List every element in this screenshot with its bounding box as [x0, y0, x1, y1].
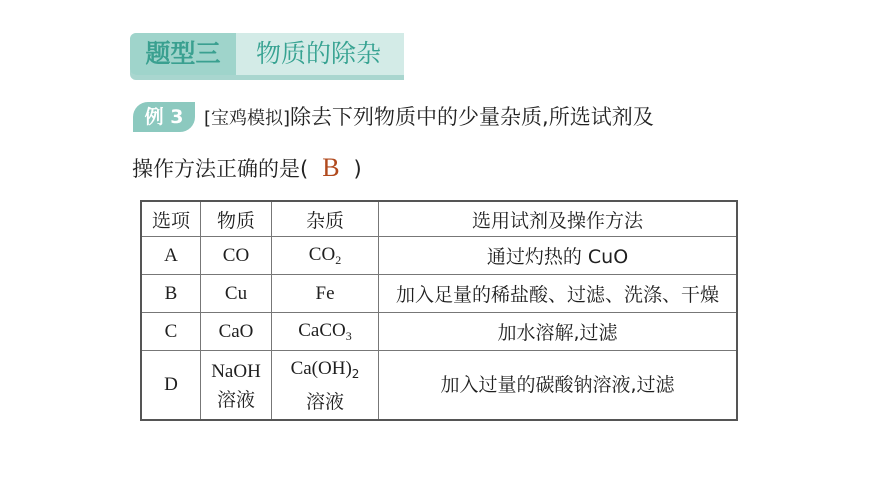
table-row [141, 351, 737, 421]
header-impurity: 杂质 [272, 201, 379, 237]
substance-note: 溶液 [216, 388, 255, 411]
substance-cell: Cu [201, 275, 272, 313]
substance-formula: NaOH [211, 360, 261, 382]
table-header-row [141, 201, 737, 237]
impurity-cell [272, 313, 379, 351]
method-cell: 加水溶解,过滤 [379, 313, 738, 351]
impurity-formula: Fe [315, 282, 335, 304]
section-title: 物质的除杂 [256, 39, 382, 68]
question-source: [宝鸡模拟] [204, 108, 291, 129]
method-cell: 加入足量的稀盐酸、过滤、洗涤、干燥 [379, 275, 738, 313]
impurity-cell [272, 275, 379, 313]
example-badge: 例 3 [133, 102, 195, 132]
header-substance: 物质 [201, 201, 272, 237]
method-cell: 通过灼热的 CuO [379, 237, 738, 275]
impurity-cell [272, 237, 379, 275]
option-cell: D [141, 351, 201, 421]
question-line-2 [132, 153, 362, 184]
header-option: 选项 [141, 201, 201, 237]
impurity-cell [272, 351, 379, 421]
method-cell: 加入过量的碳酸钠溶液,过滤 [379, 351, 738, 421]
table-row [141, 313, 737, 351]
question-text-1: 除去下列物质中的少量杂质,所选试剂及 [290, 105, 654, 129]
options-table [140, 200, 738, 421]
option-cell: C [141, 313, 201, 351]
option-cell: A [141, 237, 201, 275]
table-row [141, 237, 737, 275]
substance-cell [201, 351, 272, 421]
question-line-1 [204, 102, 654, 134]
question-close-paren: ) [353, 157, 362, 181]
section-banner [130, 33, 404, 75]
table-row [141, 275, 737, 313]
impurity-subscript: 2 [351, 367, 360, 381]
impurity-formula: Ca(OH) [290, 358, 352, 379]
question-text-2: 操作方法正确的是( [132, 157, 309, 181]
impurity-formula: CaCO [298, 319, 346, 341]
impurity-note: 溶液 [305, 391, 344, 413]
answer-text: B [322, 153, 340, 182]
header-method: 选用试剂及操作方法 [379, 201, 738, 237]
impurity-subscript: 3 [345, 328, 352, 343]
substance-cell: CO [201, 237, 272, 275]
option-cell: B [141, 275, 201, 313]
impurity-formula: CO [308, 243, 336, 265]
section-tag: 题型三 [130, 33, 236, 75]
substance-cell: CaO [201, 313, 272, 351]
impurity-subscript: 2 [335, 252, 342, 267]
